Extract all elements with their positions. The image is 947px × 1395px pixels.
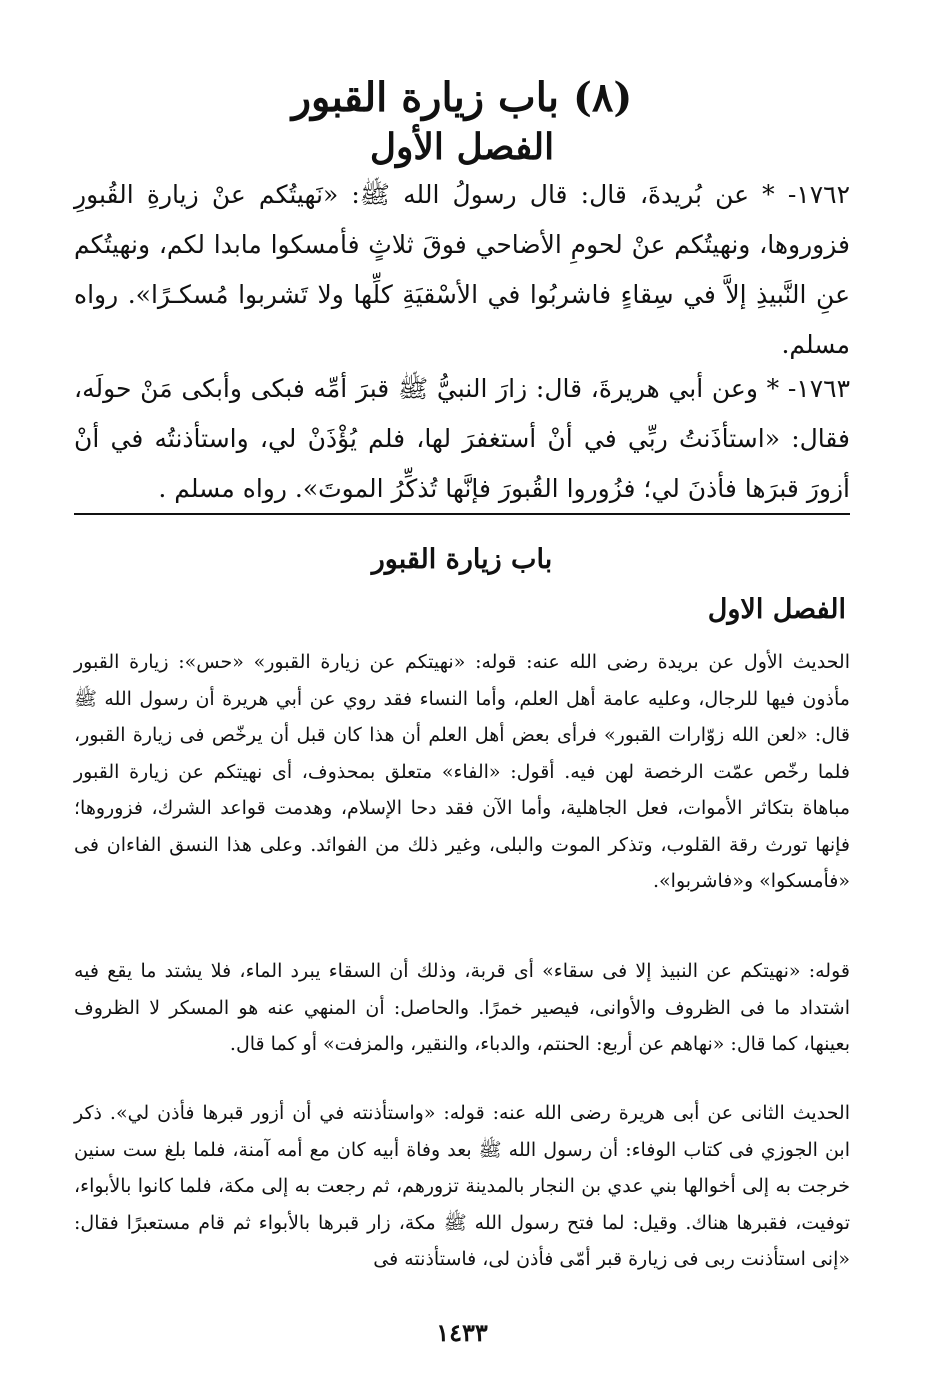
hadith-1763: ١٧٦٣- * وعن أبي هريرةَ، قال: زارَ النبيُّ ﷺ قبرَ أمِّه فبكى وأبكى مَنْ حولَه، فقال: «استأذَنتُ ربِّي في أنْ أستغفرَ لها، فلم يُؤْذَنْ لي، واستأذنتُه في أنْ أزورَ قبرَها فأذنَ لي؛ فزُوروا القُبورَ فإنَّها تُذكِّرُ الموتَ». رواه مسلم . <box>74 374 850 503</box>
commentary-title: باب زيارة القبور <box>371 544 553 575</box>
section-title: الفصل الأول <box>369 126 555 168</box>
commentary-paragraph: الحديث الثانى عن أبى هريرة رضى الله عنه: قوله: «واستأذنته في أن أزور قبرها فأذن لي». ذكر ابن الجوزي فى كتاب الوفاء: أن رسول الله ﷺ بعد وفاة أبيه كان مع أمه آمنة، فلما بلغ ست سنين خرجت به إلى أخوالها بني عدي بن النجار بالمدينة تزورهم، ثم رجعت به إلى مكة، فلما كانوا بالأبواء، توفيت، فقبرها هناك. وقيل: لما فتح رسول الله ﷺ مكة، زار قبرها بالأبواء ثم قام مستعبرًا فقال: «إنى استأذنت ربى فى زيارة قبر أمّى فأذن لى، فاستأذنته فى <box>74 1102 850 1270</box>
commentary-section-heading: الفصل الاول <box>707 594 846 625</box>
document-page <box>74 0 850 1395</box>
page-number: ١٤٣٣ <box>436 1318 488 1347</box>
hadith-1762: ١٧٦٢- * عن بُريدةَ، قال: قال رسولُ الله ﷺ: «نَهيتُكم عنْ زيارةِ القُبورِ فزوروها، ونهيتُكم عنْ لحومِ الأضاحي فوقَ ثلاثٍ فأمسكوا مابدا لكم، ونهيتُكم عنِ النَّبيذِ إلاَّ في سِقاءٍ فاشربُوا في الأسْقيَةِ كلِّها ولا تَشربوا مُسكـرًا». رواه مسلم. <box>74 180 850 359</box>
commentary-paragraph: قوله: «نهيتكم عن النبيذ إلا فى سقاء» أى قربة، وذلك أن السقاء يبرد الماء، فلا يشتد ما يقع فيه اشتداد ما فى الظروف والأوانى، فيصير خمرًا. والحاصل: أن المنهي عنه هو المسكر لا الظروف بعينها، كما قال: «نهاهم عن أربع: الحنتم، والدباء، والنقير، والمزفت» أو كما قال. <box>74 960 850 1055</box>
commentary-paragraph: الحديث الأول عن بريدة رضى الله عنه: قوله: «نهيتكم عن زيارة القبور» «حس»: زيارة القبور مأذون فيها للرجال، وعليه عامة أهل العلم، وأما النساء فقد روي عن أبي هريرة أن رسول الله ﷺ قال: «لعن الله زوّارات القبور» فرأى بعض أهل العلم أن هذا كان قبل أن يرخّص فى زيارة القبور، فلما رخّص عمّت الرخصة لهن فيه. أقول: «الفاء» متعلق بمحذوف، أى نهيتكم عن زيارة القبور مباهاة بتكاثر الأموات، فعل الجاهلية، وأما الآن فقد دحا الإسلام، وهدمت قواعد الشرك، فزوروها؛ فإنها تورث رقة القلوب، وتذكر الموت والبلى، وغير ذلك من الفوائد. وعلى هذا النسق الفاءان فى «فأمسكوا» و«فاشربوا». <box>74 651 850 892</box>
separator-line <box>74 513 850 515</box>
chapter-title: (٨) باب زيارة القبور <box>291 74 633 121</box>
